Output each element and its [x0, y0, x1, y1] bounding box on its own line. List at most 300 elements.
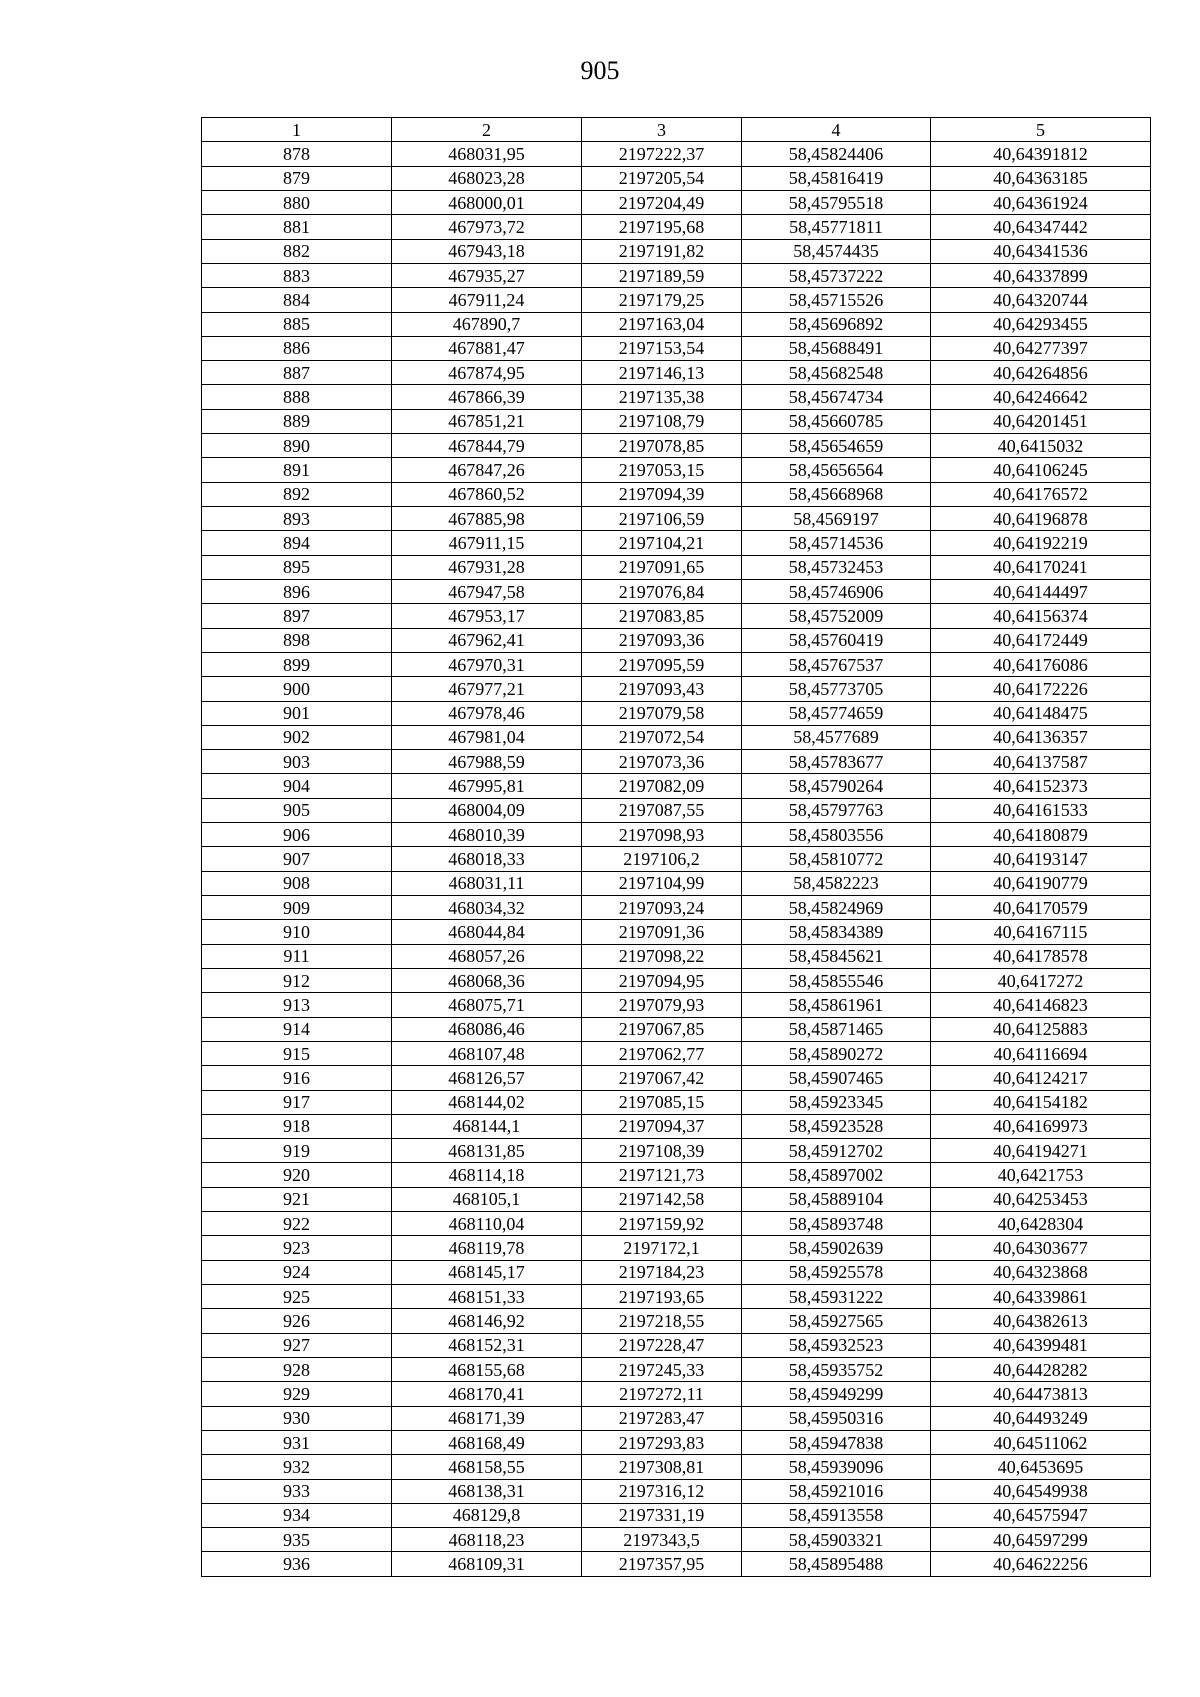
table-cell-col-5: 40,64303677 [931, 1236, 1151, 1260]
table-row [202, 1041, 1151, 1065]
table-cell-col-5: 40,6453695 [931, 1455, 1151, 1479]
table-cell-col-3: 2197104,99 [582, 871, 742, 895]
table-row [202, 142, 1151, 166]
table-cell-col-4: 58,45771811 [742, 215, 931, 239]
table-row [202, 1236, 1151, 1260]
table-row [202, 1455, 1151, 1479]
table-cell-col-4: 58,45890272 [742, 1041, 931, 1065]
table-row [202, 725, 1151, 749]
table-cell-col-2: 468114,18 [392, 1163, 582, 1187]
table-cell-col-3: 2197094,95 [582, 968, 742, 992]
table-row [202, 579, 1151, 603]
table-cell-col-5: 40,64170241 [931, 555, 1151, 579]
table-cell-col-1: 913 [202, 993, 392, 1017]
table-row [202, 190, 1151, 214]
table-cell-col-5: 40,64253453 [931, 1187, 1151, 1211]
table-cell-col-4: 58,45925578 [742, 1260, 931, 1284]
table-cell-col-2: 468155,68 [392, 1357, 582, 1381]
table-cell-col-2: 468086,46 [392, 1017, 582, 1041]
table-cell-col-4: 58,45682548 [742, 361, 931, 385]
table-cell-col-5: 40,64549938 [931, 1479, 1151, 1503]
table-cell-col-3: 2197283,47 [582, 1406, 742, 1430]
table-cell-col-5: 40,64277397 [931, 336, 1151, 360]
table-cell-col-4: 58,45660785 [742, 409, 931, 433]
table-cell-col-3: 2197095,59 [582, 652, 742, 676]
table-cell-col-5: 40,64136357 [931, 725, 1151, 749]
table-cell-col-4: 58,45871465 [742, 1017, 931, 1041]
table-cell-col-1: 930 [202, 1406, 392, 1430]
coordinates-table [201, 117, 1151, 1577]
table-row [202, 1187, 1151, 1211]
table-cell-col-4: 58,4577689 [742, 725, 931, 749]
table-cell-col-4: 58,45774659 [742, 701, 931, 725]
table-cell-col-2: 467911,24 [392, 288, 582, 312]
table-row [202, 896, 1151, 920]
table-cell-col-5: 40,6421753 [931, 1163, 1151, 1187]
table-cell-col-4: 58,45783677 [742, 750, 931, 774]
table-cell-col-1: 892 [202, 482, 392, 506]
table-cell-col-1: 911 [202, 944, 392, 968]
table-cell-col-4: 58,45947838 [742, 1430, 931, 1454]
table-row [202, 434, 1151, 458]
table-cell-col-1: 925 [202, 1285, 392, 1309]
table-cell-col-5: 40,64180879 [931, 823, 1151, 847]
table-row [202, 312, 1151, 336]
table-cell-col-4: 58,45893748 [742, 1212, 931, 1236]
table-cell-col-1: 907 [202, 847, 392, 871]
table-cell-col-1: 927 [202, 1333, 392, 1357]
table-cell-col-4: 58,45931222 [742, 1285, 931, 1309]
table-cell-col-2: 468158,55 [392, 1455, 582, 1479]
table-cell-col-1: 885 [202, 312, 392, 336]
table-cell-col-2: 468107,48 [392, 1041, 582, 1065]
table-cell-col-3: 2197184,23 [582, 1260, 742, 1284]
table-cell-col-4: 58,45816419 [742, 166, 931, 190]
table-cell-col-4: 58,45861961 [742, 993, 931, 1017]
table-cell-col-1: 904 [202, 774, 392, 798]
table-cell-col-5: 40,64194271 [931, 1139, 1151, 1163]
table-cell-col-4: 58,45845621 [742, 944, 931, 968]
table-cell-col-4: 58,45949299 [742, 1382, 931, 1406]
table-cell-col-1: 934 [202, 1503, 392, 1527]
table-cell-col-3: 2197098,93 [582, 823, 742, 847]
table-cell-col-1: 884 [202, 288, 392, 312]
table-cell-col-3: 2197087,55 [582, 798, 742, 822]
table-cell-col-5: 40,64246642 [931, 385, 1151, 409]
table-body [202, 142, 1151, 1576]
table-cell-col-5: 40,64148475 [931, 701, 1151, 725]
table-cell-col-4: 58,45907465 [742, 1066, 931, 1090]
table-cell-col-4: 58,45714536 [742, 531, 931, 555]
table-cell-col-3: 2197093,43 [582, 677, 742, 701]
table-cell-col-1: 923 [202, 1236, 392, 1260]
table-cell-col-4: 58,45760419 [742, 628, 931, 652]
table-cell-col-4: 58,45897002 [742, 1163, 931, 1187]
table-cell-col-4: 58,45654659 [742, 434, 931, 458]
table-cell-col-3: 2197108,79 [582, 409, 742, 433]
table-cell-col-2: 468119,78 [392, 1236, 582, 1260]
table-cell-col-3: 2197357,95 [582, 1552, 742, 1576]
table-cell-col-2: 468044,84 [392, 920, 582, 944]
table-cell-col-2: 468152,31 [392, 1333, 582, 1357]
table-cell-col-3: 2197163,04 [582, 312, 742, 336]
table-cell-col-5: 40,64361924 [931, 190, 1151, 214]
table-cell-col-2: 467978,46 [392, 701, 582, 725]
table-cell-col-3: 2197316,12 [582, 1479, 742, 1503]
table-cell-col-5: 40,64493249 [931, 1406, 1151, 1430]
table-cell-col-3: 2197104,21 [582, 531, 742, 555]
table-cell-col-1: 935 [202, 1528, 392, 1552]
table-cell-col-3: 2197172,1 [582, 1236, 742, 1260]
table-cell-col-4: 58,45688491 [742, 336, 931, 360]
table-cell-col-4: 58,45752009 [742, 604, 931, 628]
table-row [202, 1260, 1151, 1284]
table-row [202, 944, 1151, 968]
table-cell-col-1: 906 [202, 823, 392, 847]
table-row [202, 1285, 1151, 1309]
table-cell-col-3: 2197195,68 [582, 215, 742, 239]
table-cell-col-4: 58,45935752 [742, 1357, 931, 1381]
table-row [202, 628, 1151, 652]
table-row [202, 361, 1151, 385]
table-cell-col-2: 468126,57 [392, 1066, 582, 1090]
table-cell-col-3: 2197146,13 [582, 361, 742, 385]
table-cell-col-3: 2197094,37 [582, 1114, 742, 1138]
table-row [202, 1333, 1151, 1357]
table-cell-col-3: 2197093,36 [582, 628, 742, 652]
table-cell-col-4: 58,45913558 [742, 1503, 931, 1527]
table-cell-col-3: 2197191,82 [582, 239, 742, 263]
table-cell-col-5: 40,64176086 [931, 652, 1151, 676]
table-cell-col-1: 898 [202, 628, 392, 652]
table-header [202, 118, 1151, 142]
table-cell-col-3: 2197073,36 [582, 750, 742, 774]
table-cell-col-1: 899 [202, 652, 392, 676]
table-cell-col-1: 936 [202, 1552, 392, 1576]
table-cell-col-2: 467973,72 [392, 215, 582, 239]
table-cell-col-3: 2197082,09 [582, 774, 742, 798]
table-cell-col-5: 40,64169973 [931, 1114, 1151, 1138]
table-cell-col-2: 468110,04 [392, 1212, 582, 1236]
table-cell-col-1: 895 [202, 555, 392, 579]
table-row [202, 1357, 1151, 1381]
table-cell-col-4: 58,45767537 [742, 652, 931, 676]
table-cell-col-2: 467970,31 [392, 652, 582, 676]
table-cell-col-5: 40,64146823 [931, 993, 1151, 1017]
table-cell-col-2: 468034,32 [392, 896, 582, 920]
table-cell-col-2: 467851,21 [392, 409, 582, 433]
table-row [202, 1503, 1151, 1527]
table-cell-col-3: 2197293,83 [582, 1430, 742, 1454]
table-row [202, 1139, 1151, 1163]
table-cell-col-2: 468171,39 [392, 1406, 582, 1430]
table-cell-col-2: 468131,85 [392, 1139, 582, 1163]
table-cell-col-3: 2197179,25 [582, 288, 742, 312]
table-cell-col-2: 468168,49 [392, 1430, 582, 1454]
table-cell-col-1: 915 [202, 1041, 392, 1065]
table-cell-col-2: 467947,58 [392, 579, 582, 603]
table-cell-col-2: 468144,02 [392, 1090, 582, 1114]
table-cell-col-2: 468105,1 [392, 1187, 582, 1211]
table-cell-col-2: 467860,52 [392, 482, 582, 506]
table-cell-col-4: 58,45923528 [742, 1114, 931, 1138]
table-row [202, 920, 1151, 944]
table-cell-col-5: 40,6428304 [931, 1212, 1151, 1236]
table-cell-col-5: 40,64124217 [931, 1066, 1151, 1090]
table-cell-col-1: 928 [202, 1357, 392, 1381]
table-cell-col-4: 58,45903321 [742, 1528, 931, 1552]
table-row [202, 385, 1151, 409]
table-cell-col-2: 467847,26 [392, 458, 582, 482]
table-cell-col-3: 2197098,22 [582, 944, 742, 968]
table-cell-col-2: 468129,8 [392, 1503, 582, 1527]
table-cell-col-4: 58,45674734 [742, 385, 931, 409]
table-cell-col-3: 2197067,85 [582, 1017, 742, 1041]
table-cell-col-3: 2197062,77 [582, 1041, 742, 1065]
table-cell-col-5: 40,64339861 [931, 1285, 1151, 1309]
table-cell-col-4: 58,45932523 [742, 1333, 931, 1357]
table-row [202, 968, 1151, 992]
table-cell-col-2: 468151,33 [392, 1285, 582, 1309]
table-cell-col-3: 2197205,54 [582, 166, 742, 190]
table-cell-col-3: 2197091,36 [582, 920, 742, 944]
table-cell-col-2: 467977,21 [392, 677, 582, 701]
table-cell-col-2: 467866,39 [392, 385, 582, 409]
table-row [202, 409, 1151, 433]
table-row [202, 1017, 1151, 1041]
table-cell-col-4: 58,45795518 [742, 190, 931, 214]
table-cell-col-1: 880 [202, 190, 392, 214]
table-cell-col-3: 2197331,19 [582, 1503, 742, 1527]
column-header-3: 3 [582, 118, 742, 142]
table-cell-col-3: 2197159,92 [582, 1212, 742, 1236]
table-cell-col-5: 40,64293455 [931, 312, 1151, 336]
table-cell-col-4: 58,45790264 [742, 774, 931, 798]
table-cell-col-3: 2197343,5 [582, 1528, 742, 1552]
table-cell-col-1: 883 [202, 263, 392, 287]
table-cell-col-1: 910 [202, 920, 392, 944]
table-cell-col-1: 912 [202, 968, 392, 992]
table-row [202, 1552, 1151, 1576]
table-cell-col-3: 2197272,11 [582, 1382, 742, 1406]
table-cell-col-5: 40,6415032 [931, 434, 1151, 458]
table-cell-col-3: 2197076,84 [582, 579, 742, 603]
table-cell-col-4: 58,45824969 [742, 896, 931, 920]
table-cell-col-5: 40,64337899 [931, 263, 1151, 287]
table-row [202, 1528, 1151, 1552]
table-row [202, 531, 1151, 555]
table-row [202, 798, 1151, 822]
table-cell-col-1: 920 [202, 1163, 392, 1187]
table-cell-col-2: 468144,1 [392, 1114, 582, 1138]
table-row [202, 482, 1151, 506]
table-row [202, 993, 1151, 1017]
table-cell-col-2: 467943,18 [392, 239, 582, 263]
table-cell-col-2: 467962,41 [392, 628, 582, 652]
table-cell-col-4: 58,45939096 [742, 1455, 931, 1479]
table-cell-col-5: 40,64192219 [931, 531, 1151, 555]
table-cell-col-2: 468018,33 [392, 847, 582, 871]
table-cell-col-5: 40,64172449 [931, 628, 1151, 652]
table-cell-col-1: 932 [202, 1455, 392, 1479]
table-cell-col-2: 467890,7 [392, 312, 582, 336]
table-cell-col-4: 58,45927565 [742, 1309, 931, 1333]
table-cell-col-5: 40,64196878 [931, 507, 1151, 531]
table-cell-col-2: 468145,17 [392, 1260, 582, 1284]
table-cell-col-2: 468075,71 [392, 993, 582, 1017]
table-cell-col-2: 468031,11 [392, 871, 582, 895]
table-cell-col-3: 2197121,73 [582, 1163, 742, 1187]
table-cell-col-1: 896 [202, 579, 392, 603]
table-row [202, 507, 1151, 531]
table-cell-col-2: 467931,28 [392, 555, 582, 579]
table-cell-col-1: 929 [202, 1382, 392, 1406]
table-cell-col-3: 2197245,33 [582, 1357, 742, 1381]
table-row [202, 166, 1151, 190]
table-cell-col-1: 903 [202, 750, 392, 774]
table-cell-col-3: 2197222,37 [582, 142, 742, 166]
table-cell-col-3: 2197218,55 [582, 1309, 742, 1333]
table-cell-col-5: 40,64137587 [931, 750, 1151, 774]
table-cell-col-4: 58,45923345 [742, 1090, 931, 1114]
table-cell-col-1: 886 [202, 336, 392, 360]
table-cell-col-1: 887 [202, 361, 392, 385]
table-cell-col-3: 2197093,24 [582, 896, 742, 920]
table-cell-col-5: 40,64190779 [931, 871, 1151, 895]
table-cell-col-1: 917 [202, 1090, 392, 1114]
table-cell-col-5: 40,6417272 [931, 968, 1151, 992]
table-row [202, 652, 1151, 676]
table-cell-col-5: 40,64154182 [931, 1090, 1151, 1114]
table-cell-col-4: 58,45855546 [742, 968, 931, 992]
table-cell-col-4: 58,45921016 [742, 1479, 931, 1503]
table-cell-col-1: 890 [202, 434, 392, 458]
table-row [202, 1066, 1151, 1090]
table-cell-col-3: 2197072,54 [582, 725, 742, 749]
table-cell-col-3: 2197193,65 [582, 1285, 742, 1309]
table-cell-col-3: 2197085,15 [582, 1090, 742, 1114]
table-cell-col-1: 879 [202, 166, 392, 190]
table-cell-col-1: 891 [202, 458, 392, 482]
table-cell-col-1: 909 [202, 896, 392, 920]
table-cell-col-5: 40,64167115 [931, 920, 1151, 944]
table-cell-col-2: 467953,17 [392, 604, 582, 628]
table-cell-col-4: 58,45895488 [742, 1552, 931, 1576]
table-cell-col-5: 40,64170579 [931, 896, 1151, 920]
table-cell-col-5: 40,64347442 [931, 215, 1151, 239]
table-cell-col-4: 58,45656564 [742, 458, 931, 482]
table-cell-col-5: 40,64125883 [931, 1017, 1151, 1041]
table-cell-col-5: 40,64622256 [931, 1552, 1151, 1576]
table-cell-col-2: 467844,79 [392, 434, 582, 458]
column-header-4: 4 [742, 118, 931, 142]
table-row [202, 239, 1151, 263]
table-row [202, 288, 1151, 312]
table-row [202, 847, 1151, 871]
table-row [202, 774, 1151, 798]
table-cell-col-1: 926 [202, 1309, 392, 1333]
table-cell-col-3: 2197153,54 [582, 336, 742, 360]
table-cell-col-4: 58,45668968 [742, 482, 931, 506]
table-cell-col-4: 58,45902639 [742, 1236, 931, 1260]
table-row [202, 1382, 1151, 1406]
column-header-1: 1 [202, 118, 392, 142]
table-cell-col-1: 918 [202, 1114, 392, 1138]
table-cell-col-1: 905 [202, 798, 392, 822]
table-cell-col-5: 40,64172226 [931, 677, 1151, 701]
table-cell-col-5: 40,64473813 [931, 1382, 1151, 1406]
table-cell-col-1: 894 [202, 531, 392, 555]
table-cell-col-2: 468109,31 [392, 1552, 582, 1576]
table-cell-col-3: 2197228,47 [582, 1333, 742, 1357]
table-cell-col-2: 468000,01 [392, 190, 582, 214]
table-cell-col-3: 2197094,39 [582, 482, 742, 506]
table-cell-col-1: 919 [202, 1139, 392, 1163]
table-cell-col-5: 40,64575947 [931, 1503, 1151, 1527]
table-cell-col-5: 40,64193147 [931, 847, 1151, 871]
table-cell-col-5: 40,64264856 [931, 361, 1151, 385]
table-cell-col-2: 468146,92 [392, 1309, 582, 1333]
table-cell-col-1: 882 [202, 239, 392, 263]
table-cell-col-5: 40,64382613 [931, 1309, 1151, 1333]
table-cell-col-3: 2197078,85 [582, 434, 742, 458]
table-cell-col-2: 467981,04 [392, 725, 582, 749]
table-cell-col-5: 40,64363185 [931, 166, 1151, 190]
header-row [202, 118, 1151, 142]
table-row [202, 750, 1151, 774]
table-cell-col-1: 901 [202, 701, 392, 725]
table-cell-col-5: 40,64391812 [931, 142, 1151, 166]
table-row [202, 823, 1151, 847]
table-cell-col-1: 878 [202, 142, 392, 166]
table-cell-col-3: 2197079,93 [582, 993, 742, 1017]
table-cell-col-2: 468010,39 [392, 823, 582, 847]
table-cell-col-2: 467881,47 [392, 336, 582, 360]
table-cell-col-2: 468170,41 [392, 1382, 582, 1406]
table-cell-col-3: 2197135,38 [582, 385, 742, 409]
table-cell-col-3: 2197108,39 [582, 1139, 742, 1163]
table-cell-col-1: 921 [202, 1187, 392, 1211]
table-cell-col-5: 40,64178578 [931, 944, 1151, 968]
table-cell-col-5: 40,64399481 [931, 1333, 1151, 1357]
table-row [202, 1479, 1151, 1503]
table-cell-col-4: 58,45797763 [742, 798, 931, 822]
table-cell-col-1: 922 [202, 1212, 392, 1236]
table-cell-col-1: 889 [202, 409, 392, 433]
table-row [202, 677, 1151, 701]
table-cell-col-2: 468004,09 [392, 798, 582, 822]
table-cell-col-2: 468068,36 [392, 968, 582, 992]
table-cell-col-4: 58,4582223 [742, 871, 931, 895]
table-cell-col-4: 58,45912702 [742, 1139, 931, 1163]
table-cell-col-5: 40,64144497 [931, 579, 1151, 603]
table-cell-col-5: 40,64161533 [931, 798, 1151, 822]
table-row [202, 1406, 1151, 1430]
table-cell-col-2: 467911,15 [392, 531, 582, 555]
table-cell-col-1: 897 [202, 604, 392, 628]
table-cell-col-4: 58,45810772 [742, 847, 931, 871]
table-cell-col-5: 40,64152373 [931, 774, 1151, 798]
table-cell-col-1: 888 [202, 385, 392, 409]
table-cell-col-3: 2197142,58 [582, 1187, 742, 1211]
table-row [202, 263, 1151, 287]
table-cell-col-4: 58,45746906 [742, 579, 931, 603]
table-cell-col-2: 467935,27 [392, 263, 582, 287]
table-cell-col-2: 467885,98 [392, 507, 582, 531]
table-cell-col-4: 58,45834389 [742, 920, 931, 944]
table-row [202, 871, 1151, 895]
table-row [202, 336, 1151, 360]
